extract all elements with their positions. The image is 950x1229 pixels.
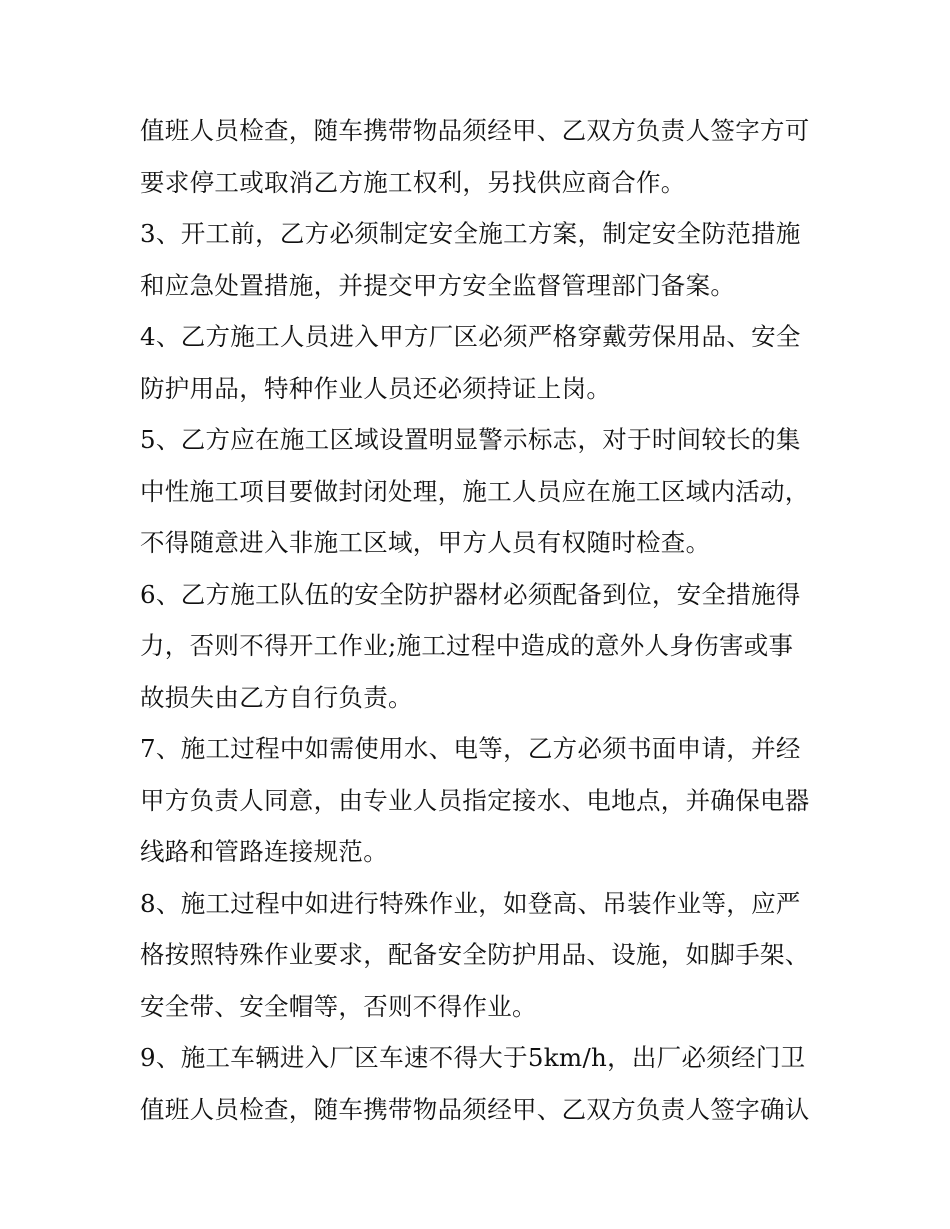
text-line: 不得随意进入非施工区域，甲方人员有权随时检查。 — [140, 528, 711, 557]
text-line: 线路和管路连接规范。 — [140, 837, 388, 866]
text-line: 格按照特殊作业要求，配备安全防护用品、设施，如脚手架、 — [140, 940, 810, 969]
text-line: 值班人员检查，随车携带物品须经甲、乙双方负责人签字方可 — [140, 116, 810, 145]
text-line: 8、施工过程中如进行特殊作业，如登高、吊装作业等，应严 — [140, 888, 801, 918]
text-line: 中性施工项目要做封闭处理，施工人员应在施工区域内活动， — [140, 476, 810, 506]
text-line: 安全带、安全帽等，否则不得作业。 — [140, 991, 537, 1021]
text-line: 3、开工前，乙方必须制定安全施工方案，制定安全防范措施 — [140, 219, 801, 248]
text-line: 4、乙方施工人员进入甲方厂区必须严格穿戴劳保用品、安全 — [140, 322, 801, 351]
text-line: 值班人员检查，随车携带物品须经甲、乙双方负责人签字确认 — [140, 1094, 810, 1124]
text-line: 7、施工过程中如需使用水、电等，乙方必须书面申请，并经 — [140, 734, 801, 763]
text-line: 6、乙方施工队伍的安全防护器材必须配备到位，安全措施得 — [140, 579, 801, 609]
text-line: 5、乙方应在施工区域设置明显警示标志，对于时间较长的集 — [140, 425, 801, 454]
text-line: 要求停工或取消乙方施工权利，另找供应商合作。 — [140, 167, 686, 197]
text-line: 和应急处置措施，并提交甲方安全监督管理部门备案。 — [140, 270, 736, 300]
text-line: 力，否则不得开工作业;施工过程中造成的意外人身伤害或事 — [140, 631, 794, 660]
document-body — [140, 105, 840, 1135]
text-line: 甲方负责人同意，由专业人员指定接水、电地点，并确保电器 — [140, 785, 810, 815]
text-line: 故损失由乙方自行负责。 — [140, 682, 413, 712]
text-line: 9、施工车辆进入厂区车速不得大于5km/h，出厂必须经门卫 — [140, 1043, 806, 1072]
text-line: 防护用品，特种作业人员还必须持证上岗。 — [140, 373, 612, 403]
